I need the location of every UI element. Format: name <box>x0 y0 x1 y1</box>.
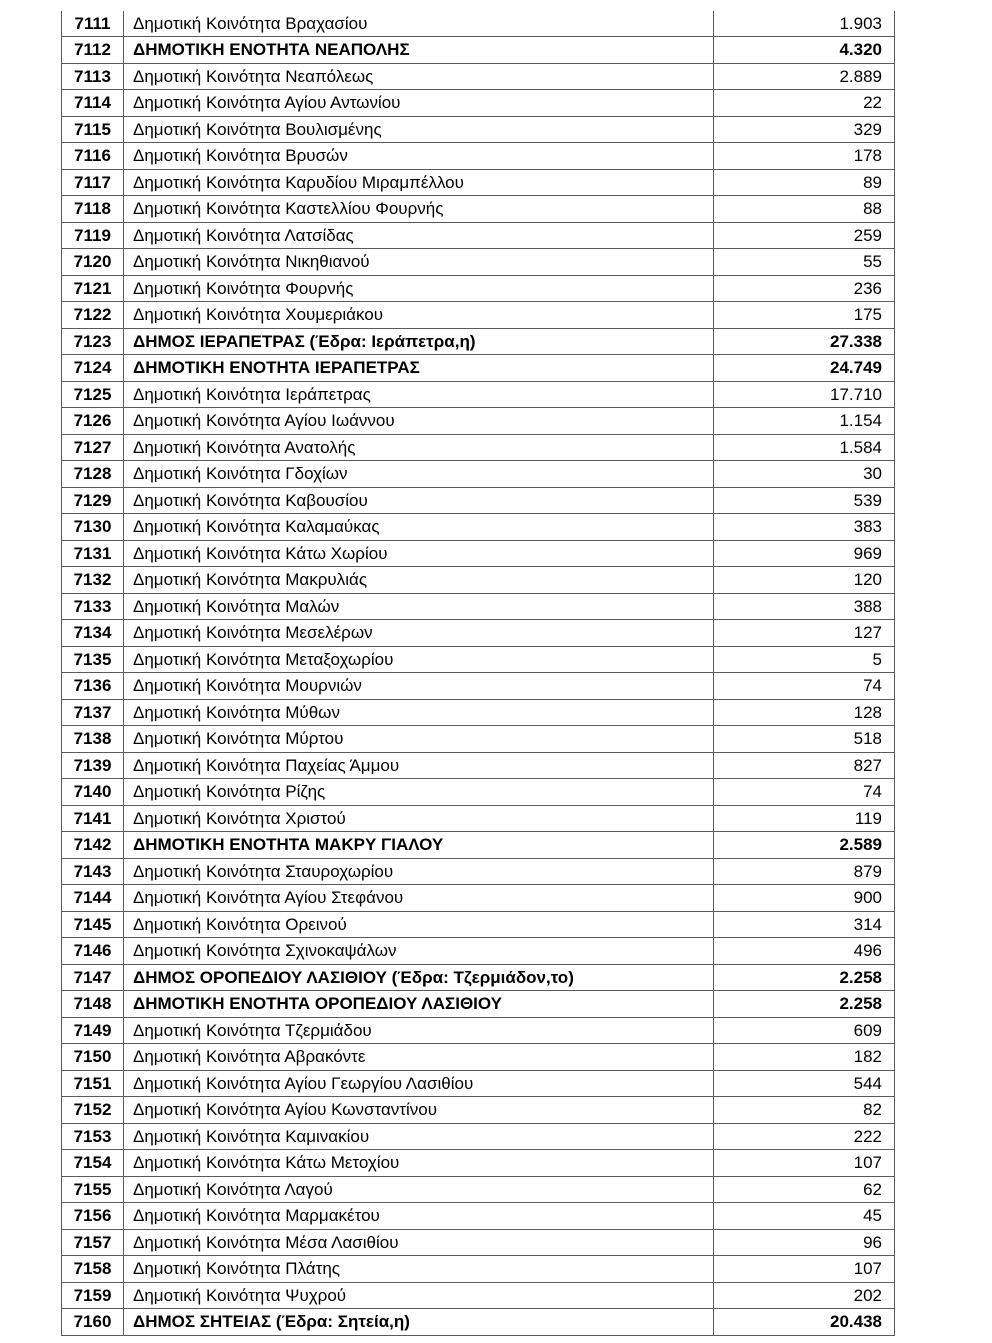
table-row <box>62 434 895 461</box>
row-name-cell: Δημοτική Κοινότητα Μεταξοχωρίου <box>124 646 714 673</box>
row-code-cell: 7156 <box>62 1203 124 1230</box>
row-code-cell: 7123 <box>62 328 124 355</box>
row-name-cell: Δημοτική Κοινότητα Αβρακόντε <box>124 1044 714 1071</box>
row-value-cell: 120 <box>714 567 895 594</box>
row-code-cell: 7116 <box>62 143 124 170</box>
table-row <box>62 911 895 938</box>
row-name-cell: Δημοτική Κοινότητα Μέσα Λασιθίου <box>124 1229 714 1256</box>
row-value-cell: 202 <box>714 1282 895 1309</box>
row-value-cell: 1.903 <box>714 11 895 37</box>
table-row <box>62 540 895 567</box>
row-value-cell: 518 <box>714 726 895 753</box>
row-code-cell: 7150 <box>62 1044 124 1071</box>
table-row <box>62 1282 895 1309</box>
row-name-cell: Δημοτική Κοινότητα Μεσελέρων <box>124 620 714 647</box>
row-value-cell: 74 <box>714 779 895 806</box>
row-name-cell: Δημοτική Κοινότητα Μουρνιών <box>124 673 714 700</box>
row-name-cell: Δημοτική Κοινότητα Πλάτης <box>124 1256 714 1283</box>
row-code-cell: 7131 <box>62 540 124 567</box>
row-name-cell: Δημοτική Κοινότητα Σχινοκαψάλων <box>124 938 714 965</box>
row-code-cell: 7137 <box>62 699 124 726</box>
row-value-cell: 22 <box>714 90 895 117</box>
row-name-cell: Δημοτική Κοινότητα Βουλισμένης <box>124 116 714 143</box>
row-value-cell: 24.749 <box>714 355 895 382</box>
row-code-cell: 7148 <box>62 991 124 1018</box>
row-name-cell: ΔΗΜΟΤΙΚΗ ΕΝΟΤΗΤΑ ΜΑΚΡΥ ΓΙΑΛΟΥ <box>124 832 714 859</box>
row-code-cell: 7143 <box>62 858 124 885</box>
row-name-cell: Δημοτική Κοινότητα Λαγού <box>124 1176 714 1203</box>
row-name-cell: Δημοτική Κοινότητα Ορεινού <box>124 911 714 938</box>
table-row <box>62 805 895 832</box>
table-row <box>62 1123 895 1150</box>
row-value-cell: 182 <box>714 1044 895 1071</box>
row-code-cell: 7160 <box>62 1309 124 1336</box>
table-row <box>62 222 895 249</box>
row-name-cell: ΔΗΜΟΤΙΚΗ ΕΝΟΤΗΤΑ ΟΡΟΠΕΔΙΟΥ ΛΑΣΙΘΙΟΥ <box>124 991 714 1018</box>
row-name-cell: Δημοτική Κοινότητα Σταυροχωρίου <box>124 858 714 885</box>
row-code-cell: 7129 <box>62 487 124 514</box>
row-value-cell: 74 <box>714 673 895 700</box>
row-value-cell: 127 <box>714 620 895 647</box>
table-row <box>62 487 895 514</box>
row-code-cell: 7133 <box>62 593 124 620</box>
row-code-cell: 7119 <box>62 222 124 249</box>
row-name-cell: Δημοτική Κοινότητα Καλαμαύκας <box>124 514 714 541</box>
row-name-cell: Δημοτική Κοινότητα Μαλών <box>124 593 714 620</box>
table-row <box>62 408 895 435</box>
table-row <box>62 991 895 1018</box>
row-name-cell: Δημοτική Κοινότητα Παχείας Άμμου <box>124 752 714 779</box>
row-value-cell: 178 <box>714 143 895 170</box>
table-row <box>62 196 895 223</box>
row-value-cell: 107 <box>714 1256 895 1283</box>
row-value-cell: 20.438 <box>714 1309 895 1336</box>
row-name-cell: Δημοτική Κοινότητα Κάτω Χωρίου <box>124 540 714 567</box>
row-value-cell: 5 <box>714 646 895 673</box>
row-value-cell: 4.320 <box>714 37 895 64</box>
row-name-cell: Δημοτική Κοινότητα Ανατολής <box>124 434 714 461</box>
row-value-cell: 314 <box>714 911 895 938</box>
table-row <box>62 779 895 806</box>
row-value-cell: 89 <box>714 169 895 196</box>
row-code-cell: 7138 <box>62 726 124 753</box>
table-row <box>62 37 895 64</box>
row-value-cell: 969 <box>714 540 895 567</box>
row-code-cell: 7140 <box>62 779 124 806</box>
row-name-cell: Δημοτική Κοινότητα Καρυδίου Μιραμπέλλου <box>124 169 714 196</box>
row-name-cell: Δημοτική Κοινότητα Καβουσίου <box>124 487 714 514</box>
row-value-cell: 45 <box>714 1203 895 1230</box>
row-value-cell: 1.584 <box>714 434 895 461</box>
row-name-cell: Δημοτική Κοινότητα Κάτω Μετοχίου <box>124 1150 714 1177</box>
row-value-cell: 222 <box>714 1123 895 1150</box>
table-row <box>62 116 895 143</box>
row-name-cell: Δημοτική Κοινότητα Μαρμακέτου <box>124 1203 714 1230</box>
row-code-cell: 7159 <box>62 1282 124 1309</box>
row-code-cell: 7141 <box>62 805 124 832</box>
table-row <box>62 461 895 488</box>
row-value-cell: 107 <box>714 1150 895 1177</box>
row-value-cell: 30 <box>714 461 895 488</box>
row-value-cell: 119 <box>714 805 895 832</box>
row-code-cell: 7145 <box>62 911 124 938</box>
table-row <box>62 1309 895 1336</box>
row-code-cell: 7121 <box>62 275 124 302</box>
row-value-cell: 2.258 <box>714 991 895 1018</box>
row-code-cell: 7132 <box>62 567 124 594</box>
row-code-cell: 7112 <box>62 37 124 64</box>
row-code-cell: 7124 <box>62 355 124 382</box>
row-code-cell: 7142 <box>62 832 124 859</box>
row-value-cell: 82 <box>714 1097 895 1124</box>
row-value-cell: 175 <box>714 302 895 329</box>
row-code-cell: 7147 <box>62 964 124 991</box>
row-code-cell: 7153 <box>62 1123 124 1150</box>
row-value-cell: 96 <box>714 1229 895 1256</box>
row-code-cell: 7157 <box>62 1229 124 1256</box>
row-name-cell: ΔΗΜΟΤΙΚΗ ΕΝΟΤΗΤΑ ΙΕΡΑΠΕΤΡΑΣ <box>124 355 714 382</box>
table-row <box>62 328 895 355</box>
table-row <box>62 752 895 779</box>
table-row <box>62 355 895 382</box>
row-value-cell: 17.710 <box>714 381 895 408</box>
row-code-cell: 7126 <box>62 408 124 435</box>
row-code-cell: 7120 <box>62 249 124 276</box>
row-value-cell: 539 <box>714 487 895 514</box>
row-value-cell: 383 <box>714 514 895 541</box>
table-row <box>62 567 895 594</box>
table-row <box>62 858 895 885</box>
row-name-cell: ΔΗΜΟΣ ΙΕΡΑΠΕΤΡΑΣ (Έδρα: Ιεράπετρα,η) <box>124 328 714 355</box>
row-code-cell: 7139 <box>62 752 124 779</box>
population-table-page <box>61 11 894 1336</box>
row-value-cell: 55 <box>714 249 895 276</box>
table-row <box>62 1097 895 1124</box>
table-row <box>62 726 895 753</box>
row-value-cell: 609 <box>714 1017 895 1044</box>
row-code-cell: 7130 <box>62 514 124 541</box>
row-code-cell: 7125 <box>62 381 124 408</box>
row-code-cell: 7155 <box>62 1176 124 1203</box>
table-row <box>62 143 895 170</box>
table-row <box>62 275 895 302</box>
table-row <box>62 1044 895 1071</box>
table-row <box>62 1256 895 1283</box>
row-name-cell: ΔΗΜΟΤΙΚΗ ΕΝΟΤΗΤΑ ΝΕΑΠΟΛΗΣ <box>124 37 714 64</box>
row-code-cell: 7144 <box>62 885 124 912</box>
row-name-cell: Δημοτική Κοινότητα Ιεράπετρας <box>124 381 714 408</box>
row-name-cell: Δημοτική Κοινότητα Βραχασίου <box>124 11 714 37</box>
row-name-cell: Δημοτική Κοινότητα Γδοχίων <box>124 461 714 488</box>
row-code-cell: 7154 <box>62 1150 124 1177</box>
row-name-cell: Δημοτική Κοινότητα Λατσίδας <box>124 222 714 249</box>
table-row <box>62 1203 895 1230</box>
row-code-cell: 7135 <box>62 646 124 673</box>
row-value-cell: 2.589 <box>714 832 895 859</box>
table-row <box>62 699 895 726</box>
row-name-cell: Δημοτική Κοινότητα Καστελλίου Φουρνής <box>124 196 714 223</box>
row-value-cell: 1.154 <box>714 408 895 435</box>
row-name-cell: Δημοτική Κοινότητα Βρυσών <box>124 143 714 170</box>
table-row <box>62 1176 895 1203</box>
row-name-cell: Δημοτική Κοινότητα Αγίου Στεφάνου <box>124 885 714 912</box>
table-row <box>62 885 895 912</box>
row-name-cell: Δημοτική Κοινότητα Ψυχρού <box>124 1282 714 1309</box>
table-row <box>62 169 895 196</box>
table-row <box>62 514 895 541</box>
row-name-cell: Δημοτική Κοινότητα Νικηθιανού <box>124 249 714 276</box>
table-row <box>62 90 895 117</box>
row-value-cell: 62 <box>714 1176 895 1203</box>
row-code-cell: 7136 <box>62 673 124 700</box>
row-code-cell: 7118 <box>62 196 124 223</box>
row-code-cell: 7117 <box>62 169 124 196</box>
row-name-cell: Δημοτική Κοινότητα Μακρυλιάς <box>124 567 714 594</box>
row-value-cell: 496 <box>714 938 895 965</box>
table-row <box>62 1150 895 1177</box>
row-code-cell: 7151 <box>62 1070 124 1097</box>
row-code-cell: 7158 <box>62 1256 124 1283</box>
table-row <box>62 1017 895 1044</box>
table-row <box>62 832 895 859</box>
table-row <box>62 249 895 276</box>
row-value-cell: 2.258 <box>714 964 895 991</box>
population-table <box>61 11 895 1336</box>
row-code-cell: 7115 <box>62 116 124 143</box>
table-row <box>62 593 895 620</box>
row-code-cell: 7111 <box>62 11 124 37</box>
row-name-cell: Δημοτική Κοινότητα Φουρνής <box>124 275 714 302</box>
row-value-cell: 544 <box>714 1070 895 1097</box>
row-value-cell: 827 <box>714 752 895 779</box>
table-row <box>62 938 895 965</box>
table-row <box>62 620 895 647</box>
table-row <box>62 302 895 329</box>
row-value-cell: 2.889 <box>714 63 895 90</box>
row-code-cell: 7113 <box>62 63 124 90</box>
row-code-cell: 7149 <box>62 1017 124 1044</box>
table-row <box>62 673 895 700</box>
row-name-cell: Δημοτική Κοινότητα Νεαπόλεως <box>124 63 714 90</box>
row-value-cell: 88 <box>714 196 895 223</box>
row-name-cell: Δημοτική Κοινότητα Αγίου Κωνσταντίνου <box>124 1097 714 1124</box>
row-name-cell: Δημοτική Κοινότητα Μύθων <box>124 699 714 726</box>
table-row <box>62 11 895 37</box>
row-name-cell: ΔΗΜΟΣ ΣΗΤΕΙΑΣ (Έδρα: Σητεία,η) <box>124 1309 714 1336</box>
row-name-cell: Δημοτική Κοινότητα Αγίου Ιωάννου <box>124 408 714 435</box>
row-name-cell: Δημοτική Κοινότητα Καμινακίου <box>124 1123 714 1150</box>
table-row <box>62 1070 895 1097</box>
row-code-cell: 7134 <box>62 620 124 647</box>
table-row <box>62 964 895 991</box>
table-row <box>62 63 895 90</box>
row-name-cell: Δημοτική Κοινότητα Μύρτου <box>124 726 714 753</box>
row-value-cell: 388 <box>714 593 895 620</box>
row-name-cell: Δημοτική Κοινότητα Χριστού <box>124 805 714 832</box>
row-name-cell: Δημοτική Κοινότητα Ρίζης <box>124 779 714 806</box>
row-name-cell: Δημοτική Κοινότητα Χουμεριάκου <box>124 302 714 329</box>
row-value-cell: 879 <box>714 858 895 885</box>
table-row <box>62 646 895 673</box>
row-value-cell: 128 <box>714 699 895 726</box>
table-body <box>62 11 895 1335</box>
row-code-cell: 7146 <box>62 938 124 965</box>
table-row <box>62 1229 895 1256</box>
row-code-cell: 7122 <box>62 302 124 329</box>
row-name-cell: ΔΗΜΟΣ ΟΡΟΠΕΔΙΟΥ ΛΑΣΙΘΙΟΥ (Έδρα: Τζερμιάδον,το) <box>124 964 714 991</box>
row-value-cell: 236 <box>714 275 895 302</box>
row-value-cell: 27.338 <box>714 328 895 355</box>
row-code-cell: 7114 <box>62 90 124 117</box>
row-name-cell: Δημοτική Κοινότητα Τζερμιάδου <box>124 1017 714 1044</box>
row-name-cell: Δημοτική Κοινότητα Αγίου Αντωνίου <box>124 90 714 117</box>
row-value-cell: 259 <box>714 222 895 249</box>
row-value-cell: 329 <box>714 116 895 143</box>
table-row <box>62 381 895 408</box>
row-name-cell: Δημοτική Κοινότητα Αγίου Γεωργίου Λασιθίου <box>124 1070 714 1097</box>
row-code-cell: 7127 <box>62 434 124 461</box>
row-code-cell: 7128 <box>62 461 124 488</box>
row-value-cell: 900 <box>714 885 895 912</box>
row-code-cell: 7152 <box>62 1097 124 1124</box>
